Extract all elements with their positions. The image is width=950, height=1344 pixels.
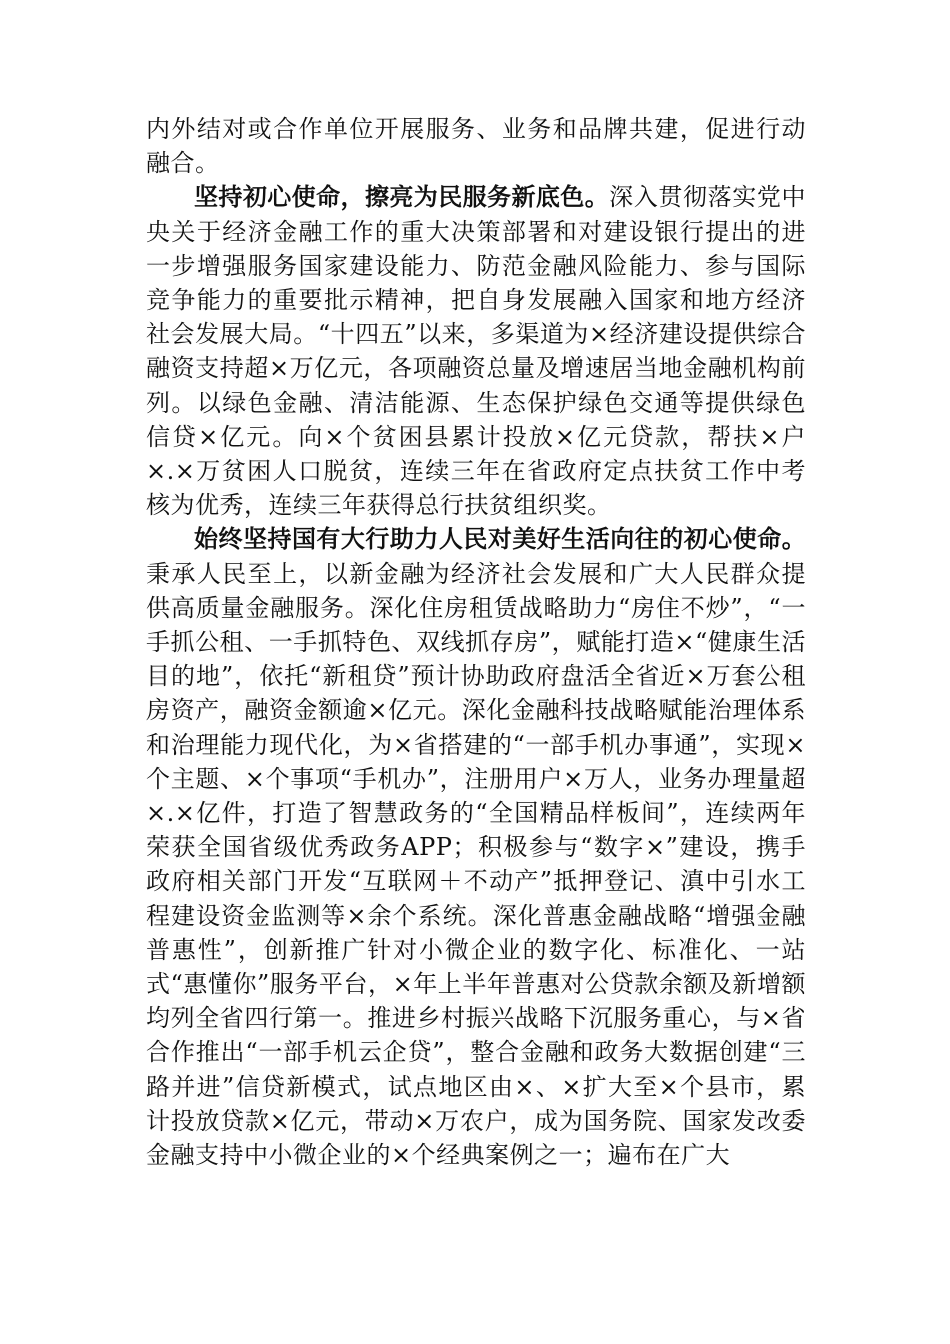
- paragraph-2: [146, 180, 806, 522]
- paragraph-2-heading: 坚持初心使命，擦亮为民服务新底色。: [194, 183, 610, 212]
- paragraph-2-text: 深入贯彻落实党中央关于经济金融工作的重大决策部署和对建设银行提出的进一步增强服务国家建设能力、防范金融风险能力、参与国际竞争能力的重要批示精神，把自身发展融入国家和地方经济社会发展大局。“十四五”以来，多渠道为×经济建设提供综合融资支持超×万亿元，各项融资总量及增速居当地金融机构前列。以绿色金融、清洁能源、生态保护绿色交通等提供绿色信贷×亿元。向×个贫困县累计投放×亿元贷款，帮扶×户×.×万贫困人口脱贫，连续三年在省政府定点扶贫工作中考核为优秀，连续三年获得总行扶贫组织奖。: [146, 183, 806, 520]
- paragraph-1: [146, 112, 806, 180]
- paragraph-3-text: 秉承人民至上，以新金融为经济社会发展和广大人民群众提供高质量金融服务。深化住房租赁战略助力“房住不炒”，“一手抓公租、一手抓特色、双线抓存房”，赋能打造×“健康生活目的地”，依托“新租贷”预计协助政府盘活全省近×万套公租房资产，融资金额逾×亿元。深化金融科技战略赋能治理体系和治理能力现代化，为×省搭建的“一部手机办事通”，实现×个主题、×个事项“手机办”，注册用户×万人，业务办理量超×.×亿件，打造了智慧政务的“全国精品样板间”，连续两年荣获全国省级优秀政务APP；积极参与“数字×”建设，携手政府相关部门开发“互联网＋不动产”抵押登记、滇中引水工程建设资金监测等×余个系统。深化普惠金融战略“增强金融普惠性”，创新推广针对小微企业的数字化、标准化、一站式“惠懂你”服务平台，×年上半年普惠对公贷款余额及新增额均列全省四行第一。推进乡村振兴战略下沉服务重心，与×省合作推出“一部手机云企贷”，整合金融和政务大数据创建“三路并进”信贷新模式，试点地区由×、×扩大至×个县市，累计投放贷款×亿元，带动×万农户，成为国务院、国家发改委金融支持中小微企业的×个经典案例之一；遍布在广大: [146, 559, 806, 1170]
- paragraph-3: [146, 522, 806, 1172]
- paragraph-1-text: 内外结对或合作单位开展服务、业务和品牌共建，促进行动融合。: [146, 115, 806, 178]
- document-page: [146, 112, 806, 1172]
- paragraph-3-heading: 始终坚持国有大行助力人民对美好生活向往的初心使命。: [194, 525, 806, 554]
